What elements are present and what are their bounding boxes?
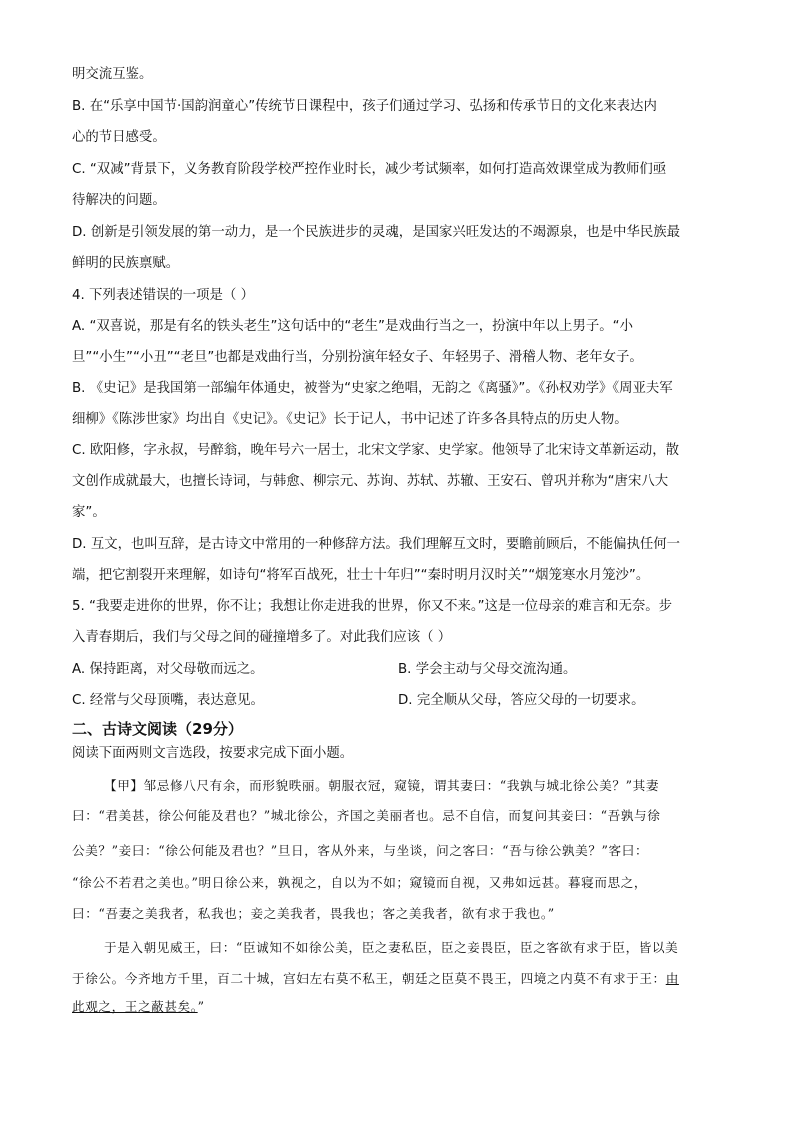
q4-option-c-line2: 文创作成就最大，也擅长诗词，与韩愈、柳宗元、苏询、苏轼、苏辙、王安石、曾巩并称为“唐宋八大: [72, 474, 669, 489]
q3-option-c-line2: 待解决的问题。: [72, 193, 166, 208]
jia-line-3: 公美？”妾曰：“徐公何能及君也？”旦日，客从外来，与坐谈，问之客曰：“吾与徐公孰美？”客曰：: [72, 843, 649, 858]
q3-option-b-line1: B. 在“乐享中国节·国韵润童心”传统节日课程中，孩子们通过学习、弘扬和传承节日的文化来表达内: [72, 99, 657, 114]
jia-underlined-sentence: 此观之，王之蔽甚矣。: [72, 999, 198, 1014]
section-instruction: 阅读下面两则文言选段，按要求完成下面小题。: [72, 746, 354, 761]
jia-underlined-start: 由: [665, 971, 679, 986]
q4-option-b-line1: B. 《史记》是我国第一部编年体通史，被誉为“史家之绝唱，无韵之《离骚》”。《孙权劝学》《周亚夫军: [72, 381, 673, 396]
q5-option-b: B. 学会主动与父母交流沟通。: [398, 662, 577, 677]
jia-closing-quote: ”: [197, 999, 205, 1014]
q3-option-d-line2: 鲜明的民族禀赋。: [72, 256, 180, 271]
section-heading: 二、古诗文阅读（29分）: [72, 720, 243, 738]
q3-continuation: 明交流互鉴。: [72, 67, 153, 82]
q4-option-a-line1: A. “双喜说，那是有名的铁头老生”这句话中的“老生”是戏曲行当之一，扮演中年以上男子。“小: [72, 319, 633, 334]
q4-option-b-line2: 细柳》《陈涉世家》均出自《史记》。《史记》长于记人，书中记述了许多各具特点的历史人物。: [72, 412, 628, 427]
q4-option-c-line1: C. 欧阳修，字永叔，号醉翁，晚年号六一居士，北宋文学家、史学家。他领导了北宋诗文革新运动，散: [72, 443, 680, 458]
q3-option-c-line1: C. “双减”背景下，义务教育阶段学校严控作业时长，减少考试频率，如何打造高效课堂成为教师们亟: [72, 162, 667, 177]
q4-stem: 4. 下列表述错误的一项是（ ）: [72, 288, 254, 303]
q5-stem-line1: 5. “我要走进你的世界，你不让；我想让你走进我的世界，你又不来。”这是一位母亲的难言和无奈。步: [72, 599, 673, 614]
jia-line-1: 【甲】邹忌修八尺有余，而形貌昳丽。朝服衣冠，窥镜，谓其妻曰：“我孰与城北徐公美？”其妻: [104, 778, 660, 793]
q4-option-a-line2: 旦”“小生”“小丑”“老旦”也都是戏曲行当，分别扮演年轻女子、年轻男子、滑稽人物、老年女子。: [72, 350, 643, 365]
q4-option-d-line1: D. 互文，也叫互辞，是古诗文中常用的一种修辞方法。我们理解互文时，要瞻前顾后，不能偏执任何一: [72, 537, 681, 552]
jia-line-5: 曰：“吾妻之美我者，私我也；妾之美我者，畏我也；客之美我者，欲有求于我也。”: [72, 906, 555, 921]
q3-option-b-line2: 心的节日感受。: [72, 130, 166, 145]
jia-p2-line-1: 于是入朝见威王，曰：“臣诚知不如徐公美，臣之妻私臣，臣之妾畏臣，臣之客欲有求于臣，皆以美: [104, 940, 679, 955]
q5-option-a: A. 保持距离，对父母敬而远之。: [72, 662, 264, 677]
jia-p2-line-3: [72, 998, 205, 1016]
q4-option-c-line3: 家”。: [72, 505, 106, 520]
jia-line-4: “徐公不若君之美也。”明日徐公来，孰视之，自以为不如；窥镜而自视，又弗如远甚。暮寝而思之，: [72, 875, 648, 890]
jia-p2-line-2: [72, 970, 679, 988]
q5-stem-line2: 入青春期后，我们与父母之间的碰撞增多了。对此我们应该（ ）: [72, 630, 452, 645]
q5-option-d: D. 完全顺从父母，答应父母的一切要求。: [398, 693, 645, 708]
jia-line-2: 曰：“君美甚，徐公何能及君也？”城北徐公，齐国之美丽者也。忌不自信，而复问其妾曰：“吾孰与徐: [72, 808, 661, 823]
q4-option-d-line2: 端，把它割裂开来理解，如诗句“将军百战死，壮士十年归”“秦时明月汉时关”“烟笼寒水月笼沙”。: [72, 568, 650, 583]
q3-option-d-line1: D. 创新是引领发展的第一动力，是一个民族进步的灵魂，是国家兴旺发达的不竭源泉，也是中华民族最: [72, 225, 681, 240]
q5-option-c: C. 经常与父母顶嘴，表达意见。: [72, 693, 264, 708]
jia-p2-line-2-text: 于徐公。今齐地方千里，百二十城，宫妇左右莫不私王，朝廷之臣莫不畏王，四境之内莫不有求于王：: [72, 971, 666, 986]
